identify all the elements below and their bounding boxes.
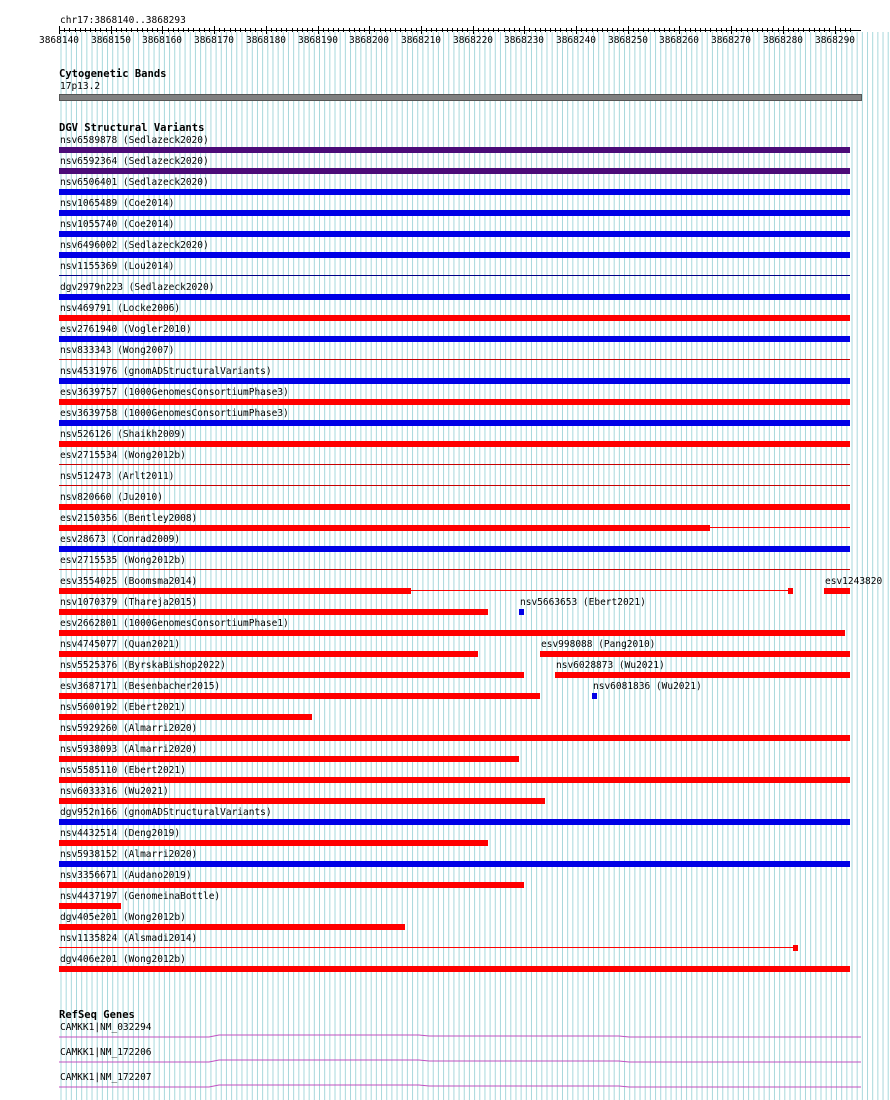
ruler-minor-tick (178, 28, 179, 32)
variant-bar[interactable] (59, 903, 121, 909)
variant-label: nsv1135824 (Alsmadi2014) (60, 933, 198, 944)
ruler-major-tick (162, 26, 163, 34)
ruler-tick-label: 3868190 (297, 35, 339, 46)
gene-label: CAMKK1|NM_032294 (60, 1022, 152, 1033)
ruler-minor-tick (566, 28, 567, 32)
ruler-minor-tick (447, 28, 448, 32)
ruler-major-tick (628, 26, 629, 34)
variant-bar[interactable] (540, 651, 850, 657)
ruler-minor-tick (224, 28, 225, 32)
variant-bar[interactable] (824, 588, 850, 594)
ruler-minor-tick (323, 28, 324, 32)
ruler-minor-tick (757, 28, 758, 32)
variant-bar[interactable] (59, 336, 850, 342)
ruler-tick-label: 3868240 (555, 35, 597, 46)
ruler-major-tick (214, 26, 215, 34)
variant-bar[interactable] (59, 315, 850, 321)
ruler-minor-tick (654, 28, 655, 32)
ruler-tick-label: 3868230 (503, 35, 545, 46)
variant-bar[interactable] (59, 756, 519, 762)
ruler-major-tick (369, 26, 370, 34)
variant-label: esv1243820 (825, 576, 883, 587)
ruler-minor-tick (498, 28, 499, 32)
variant-bar[interactable] (59, 840, 488, 846)
ruler-minor-tick (659, 28, 660, 32)
ruler-minor-tick (602, 28, 603, 32)
ruler-minor-tick (416, 28, 417, 32)
ruler-major-tick (473, 26, 474, 34)
ruler-minor-tick (550, 28, 551, 32)
ruler-minor-tick (700, 28, 701, 32)
ruler-minor-tick (462, 28, 463, 32)
ruler-minor-tick (788, 28, 789, 32)
variant-label: nsv5585110 (Ebert2021) (60, 765, 186, 776)
variant-bar-thin[interactable] (710, 527, 850, 528)
ruler-major-tick (111, 26, 112, 34)
variant-bar[interactable] (59, 924, 405, 930)
variant-bar[interactable] (59, 210, 850, 216)
ruler-minor-tick (778, 28, 779, 32)
gene-label: CAMKK1|NM_172206 (60, 1047, 152, 1058)
variant-bar-thin[interactable] (411, 590, 788, 591)
ruler-minor-tick (592, 28, 593, 32)
ruler-minor-tick (380, 28, 381, 32)
variant-label: nsv5938093 (Almarri2020) (60, 744, 198, 755)
variant-label: nsv833343 (Wong2007) (60, 345, 175, 356)
gene-label: CAMKK1|NM_172207 (60, 1072, 152, 1083)
ruler-minor-tick (245, 28, 246, 32)
variant-bar[interactable] (59, 294, 850, 300)
variant-label: nsv3356671 (Audano2019) (60, 870, 192, 881)
ruler-minor-tick (240, 28, 241, 32)
ruler-minor-tick (633, 28, 634, 32)
variant-bar[interactable] (59, 777, 850, 783)
variant-bar[interactable] (59, 588, 411, 594)
ruler-tick-label: 3868280 (762, 35, 804, 46)
variant-bar[interactable] (59, 609, 488, 615)
variant-label: nsv4745077 (Quan2021) (60, 639, 181, 650)
ruler-minor-tick (514, 28, 515, 32)
ruler-minor-tick (219, 28, 220, 32)
variant-bar[interactable] (59, 252, 850, 258)
ruler-minor-tick (426, 28, 427, 32)
ruler-minor-tick (400, 28, 401, 32)
ruler-minor-tick (617, 28, 618, 32)
ruler-minor-tick (710, 28, 711, 32)
ruler-minor-tick (390, 28, 391, 32)
variant-label: esv3554025 (Boomsma2014) (60, 576, 198, 587)
gene-line (59, 1085, 861, 1087)
ruler-major-tick (59, 26, 60, 34)
gene-line (59, 1035, 861, 1037)
ruler-minor-tick (478, 28, 479, 32)
variant-label: nsv6589878 (Sedlazeck2020) (60, 135, 209, 146)
variant-label: nsv820660 (Ju2010) (60, 492, 163, 503)
variant-bar-thin[interactable] (59, 947, 793, 948)
variant-label: esv2662801 (1000GenomesConsortiumPhase1) (60, 618, 289, 629)
variant-label: nsv5938152 (Almarri2020) (60, 849, 198, 860)
ruler-minor-tick (747, 28, 748, 32)
variant-bar[interactable] (59, 882, 524, 888)
ruler-minor-tick (741, 28, 742, 32)
ruler-major-tick (524, 26, 525, 34)
ruler-minor-tick (230, 28, 231, 32)
ruler-minor-tick (840, 28, 841, 32)
ruler-minor-tick (100, 28, 101, 32)
ruler-major-tick (783, 26, 784, 34)
ruler-minor-tick (281, 28, 282, 32)
ruler-minor-tick (829, 28, 830, 32)
ruler-major-tick (679, 26, 680, 34)
variant-label: nsv526126 (Shaikh2009) (60, 429, 186, 440)
ruler-minor-tick (442, 28, 443, 32)
ruler-minor-tick (638, 28, 639, 32)
ruler-minor-tick (137, 28, 138, 32)
gene-model[interactable] (59, 1031, 861, 1041)
variant-bar[interactable] (59, 525, 710, 531)
ruler-minor-tick (721, 28, 722, 32)
variant-bar[interactable] (59, 630, 845, 636)
ruler-minor-tick (690, 28, 691, 32)
ruler-minor-tick (204, 28, 205, 32)
ruler-minor-tick (374, 28, 375, 32)
variant-label: dgv405e201 (Wong2012b) (60, 912, 186, 923)
variant-label: nsv4531976 (gnomADStructuralVariants) (60, 366, 272, 377)
variant-label: esv998088 (Pang2010) (541, 639, 656, 650)
ruler-minor-tick (597, 28, 598, 32)
ruler-minor-tick (648, 28, 649, 32)
ruler-minor-tick (685, 28, 686, 32)
cytoband-label: 17p13.2 (60, 81, 101, 92)
ruler-minor-tick (850, 28, 851, 32)
variant-label: esv28673 (Conrad2009) (60, 534, 181, 545)
variant-label: dgv2979n223 (Sedlazeck2020) (60, 282, 215, 293)
ruler-minor-tick (297, 28, 298, 32)
ruler-minor-tick (131, 28, 132, 32)
ruler-tick-label: 3868250 (607, 35, 649, 46)
variant-bar[interactable] (793, 945, 798, 951)
ruler-minor-tick (292, 28, 293, 32)
variant-bar-thin[interactable] (59, 464, 850, 465)
variant-label: esv3687171 (Besenbacher2015) (60, 681, 221, 692)
variant-label: nsv6028873 (Wu2021) (556, 660, 665, 671)
variant-bar[interactable] (59, 735, 850, 741)
variant-label: nsv1055740 (Coe2014) (60, 219, 175, 230)
gene-model[interactable] (59, 1056, 861, 1066)
ruler-major-tick (576, 26, 577, 34)
ruler-minor-tick (173, 28, 174, 32)
ruler-minor-tick (276, 28, 277, 32)
ruler-minor-tick (235, 28, 236, 32)
ruler-minor-tick (328, 28, 329, 32)
ruler-minor-tick (529, 28, 530, 32)
variant-label: nsv469791 (Locke2006) (60, 303, 181, 314)
ruler-minor-tick (803, 28, 804, 32)
ruler-minor-tick (798, 28, 799, 32)
ruler-minor-tick (343, 28, 344, 32)
variant-bar[interactable] (59, 966, 850, 972)
ruler-minor-tick (767, 28, 768, 32)
variant-label: nsv4437197 (GenomeinaBottle) (60, 891, 221, 902)
ruler-minor-tick (814, 28, 815, 32)
variant-bar[interactable] (59, 504, 850, 510)
ruler-minor-tick (354, 28, 355, 32)
variant-bar[interactable] (592, 693, 597, 699)
variant-bar[interactable] (59, 798, 545, 804)
ruler-minor-tick (312, 28, 313, 32)
ruler-minor-tick (90, 28, 91, 32)
ruler-tick-label: 3868170 (193, 35, 235, 46)
ruler-tick-label: 3868160 (141, 35, 183, 46)
ruler-minor-tick (436, 28, 437, 32)
ruler-minor-tick (359, 28, 360, 32)
variant-label: esv2715535 (Wong2012b) (60, 555, 186, 566)
ruler-minor-tick (488, 28, 489, 32)
variant-label: esv3639758 (1000GenomesConsortiumPhase3) (60, 408, 289, 419)
ruler-tick-label: 3868220 (452, 35, 494, 46)
variant-label: nsv5929260 (Almarri2020) (60, 723, 198, 734)
variant-bar[interactable] (59, 819, 850, 825)
ruler-minor-tick (80, 28, 81, 32)
ruler-minor-tick (250, 28, 251, 32)
ruler-minor-tick (271, 28, 272, 32)
variant-bar[interactable] (59, 189, 850, 195)
ruler-tick-label: 3868260 (658, 35, 700, 46)
ruler-tick-label: 3868270 (710, 35, 752, 46)
ruler-minor-tick (623, 28, 624, 32)
ruler-minor-tick (286, 28, 287, 32)
ruler-minor-tick (504, 28, 505, 32)
ruler-minor-tick (95, 28, 96, 32)
ruler-minor-tick (819, 28, 820, 32)
variant-label: dgv952n166 (gnomADStructuralVariants) (60, 807, 272, 818)
variant-label: nsv6496002 (Sedlazeck2020) (60, 240, 209, 251)
ruler-minor-tick (385, 28, 386, 32)
ruler-minor-tick (726, 28, 727, 32)
ruler-major-tick (421, 26, 422, 34)
ruler-minor-tick (75, 28, 76, 32)
gene-model[interactable] (59, 1081, 861, 1091)
variant-bar[interactable] (519, 609, 524, 615)
variant-label: nsv4432514 (Deng2019) (60, 828, 181, 839)
ruler-minor-tick (793, 28, 794, 32)
ruler-minor-tick (586, 28, 587, 32)
ruler-minor-tick (307, 28, 308, 32)
ruler-minor-tick (643, 28, 644, 32)
variant-label: nsv1070379 (Thareja2015) (60, 597, 198, 608)
variant-bar[interactable] (59, 714, 312, 720)
ruler-minor-tick (845, 28, 846, 32)
variant-label: esv2715534 (Wong2012b) (60, 450, 186, 461)
ruler-minor-tick (560, 28, 561, 32)
ruler-minor-tick (405, 28, 406, 32)
variant-label: nsv5663653 (Ebert2021) (520, 597, 646, 608)
ruler-minor-tick (809, 28, 810, 32)
dgv-track-title: DGV Structural Variants (59, 122, 205, 134)
variant-label: nsv6592364 (Sedlazeck2020) (60, 156, 209, 167)
variant-label: nsv1065489 (Coe2014) (60, 198, 175, 209)
variant-bar[interactable] (59, 441, 850, 447)
ruler-minor-tick (255, 28, 256, 32)
variant-bar[interactable] (59, 420, 850, 426)
ruler-minor-tick (736, 28, 737, 32)
variant-label: nsv1155369 (Lou2014) (60, 261, 175, 272)
variant-label: nsv6033316 (Wu2021) (60, 786, 169, 797)
ruler-minor-tick (664, 28, 665, 32)
ruler-minor-tick (695, 28, 696, 32)
ruler-minor-tick (519, 28, 520, 32)
variant-bar-thin[interactable] (59, 569, 850, 570)
ruler-minor-tick (85, 28, 86, 32)
ruler-minor-tick (772, 28, 773, 32)
ruler-major-tick (731, 26, 732, 34)
ruler-minor-tick (509, 28, 510, 32)
ruler-minor-tick (199, 28, 200, 32)
ruler-minor-tick (64, 28, 65, 32)
ruler-tick-label: 3868180 (245, 35, 287, 46)
refseq-track-title: RefSeq Genes (59, 1009, 135, 1021)
ruler-minor-tick (669, 28, 670, 32)
ruler-minor-tick (193, 28, 194, 32)
ruler-minor-tick (581, 28, 582, 32)
ruler-minor-tick (762, 28, 763, 32)
ruler-minor-tick (349, 28, 350, 32)
ruler-major-tick (266, 26, 267, 34)
variant-bar[interactable] (59, 546, 850, 552)
variant-bar[interactable] (555, 672, 850, 678)
ruler-minor-tick (188, 28, 189, 32)
ruler-minor-tick (535, 28, 536, 32)
gene-line (59, 1060, 861, 1062)
ruler-minor-tick (545, 28, 546, 32)
variant-label: nsv6081836 (Wu2021) (593, 681, 702, 692)
ruler-minor-tick (69, 28, 70, 32)
ruler-minor-tick (457, 28, 458, 32)
ruler-tick-label: 3868210 (400, 35, 442, 46)
ruler-minor-tick (168, 28, 169, 32)
variant-bar[interactable] (788, 588, 793, 594)
ruler-minor-tick (364, 28, 365, 32)
variant-bar[interactable] (59, 147, 850, 153)
variant-bar[interactable] (59, 378, 850, 384)
cytoband-bar[interactable] (59, 94, 862, 101)
ruler-minor-tick (106, 28, 107, 32)
variant-bar[interactable] (59, 399, 850, 405)
ruler-minor-tick (555, 28, 556, 32)
variant-label: esv2761940 (Vogler2010) (60, 324, 192, 335)
ruler-minor-tick (493, 28, 494, 32)
ruler-minor-tick (338, 28, 339, 32)
ruler-minor-tick (147, 28, 148, 32)
variant-label: esv2150356 (Bentley2008) (60, 513, 198, 524)
ruler-major-tick (835, 26, 836, 34)
ruler-minor-tick (157, 28, 158, 32)
ruler-minor-tick (142, 28, 143, 32)
variant-bar[interactable] (59, 672, 524, 678)
ruler-minor-tick (395, 28, 396, 32)
variant-label: nsv5600192 (Ebert2021) (60, 702, 186, 713)
ruler-minor-tick (612, 28, 613, 32)
ruler-minor-tick (824, 28, 825, 32)
ruler-tick-label: 3868200 (348, 35, 390, 46)
variant-label: nsv6506401 (Sedlazeck2020) (60, 177, 209, 188)
ruler-minor-tick (116, 28, 117, 32)
ruler-minor-tick (607, 28, 608, 32)
ruler-minor-tick (716, 28, 717, 32)
ruler-minor-tick (411, 28, 412, 32)
ruler-minor-tick (431, 28, 432, 32)
ruler-tick-label: 3868140 (38, 35, 80, 46)
ruler-minor-tick (705, 28, 706, 32)
position-label: chr17:3868140..3868293 (60, 15, 186, 26)
ruler-minor-tick (302, 28, 303, 32)
ruler-minor-tick (571, 28, 572, 32)
ruler-minor-tick (540, 28, 541, 32)
ruler-minor-tick (121, 28, 122, 32)
variant-label: dgv406e201 (Wong2012b) (60, 954, 186, 965)
variant-bar[interactable] (59, 651, 478, 657)
variant-bar[interactable] (59, 231, 850, 237)
ruler-minor-tick (126, 28, 127, 32)
variant-label: esv3639757 (1000GenomesConsortiumPhase3) (60, 387, 289, 398)
ruler-minor-tick (209, 28, 210, 32)
ruler-minor-tick (333, 28, 334, 32)
variant-label: nsv512473 (Arlt2011) (60, 471, 175, 482)
variant-bar[interactable] (59, 693, 540, 699)
ruler-minor-tick (752, 28, 753, 32)
ruler-tick-label: 3868290 (814, 35, 856, 46)
ruler-minor-tick (483, 28, 484, 32)
ruler-minor-tick (452, 28, 453, 32)
ruler-minor-tick (261, 28, 262, 32)
ruler-minor-tick (467, 28, 468, 32)
variant-label: nsv5525376 (ByrskaBishop2022) (60, 660, 226, 671)
variant-bar-thin[interactable] (59, 359, 850, 360)
variant-bar[interactable] (59, 861, 850, 867)
variant-bar-thin[interactable] (59, 275, 850, 276)
variant-bar[interactable] (59, 168, 850, 174)
ruler-minor-tick (674, 28, 675, 32)
ruler-minor-tick (152, 28, 153, 32)
ruler-minor-tick (183, 28, 184, 32)
ruler-major-tick (318, 26, 319, 34)
cytoband-track-title: Cytogenetic Bands (59, 68, 167, 80)
variant-bar-thin[interactable] (59, 485, 850, 486)
ruler-tick-label: 3868150 (90, 35, 132, 46)
